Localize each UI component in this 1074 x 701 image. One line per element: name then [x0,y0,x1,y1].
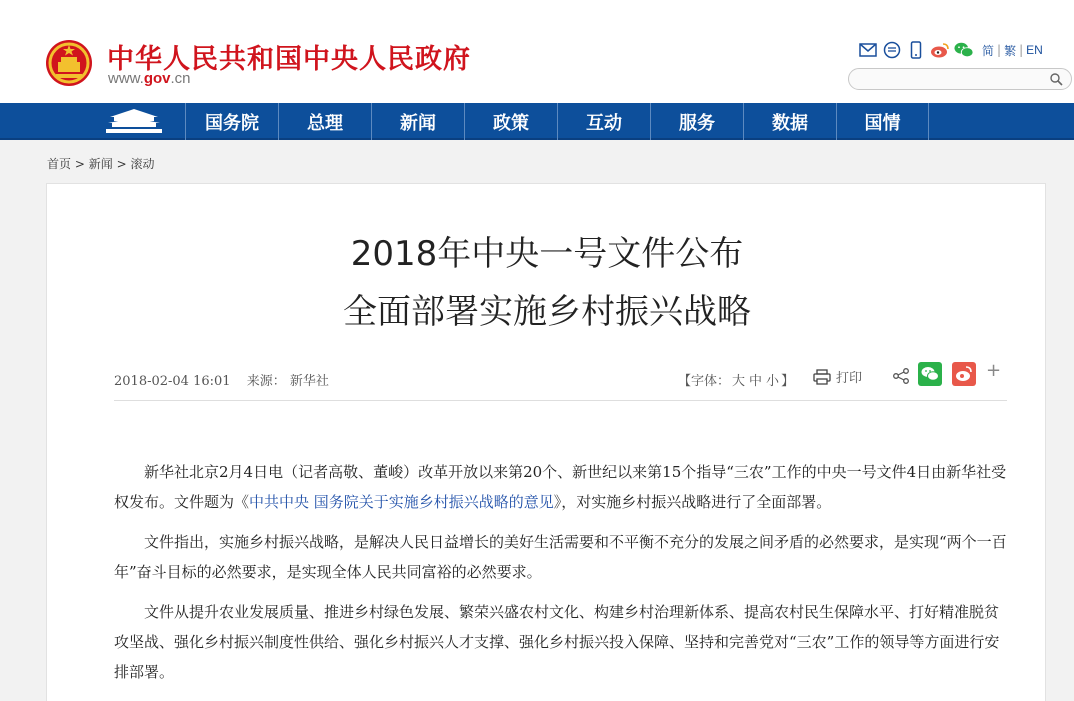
font-size-label: 【字体： [678,374,731,389]
article-meta [114,370,329,389]
article-title-line1: 2018年中央一号文件公布 [350,234,744,274]
article-paragraph: 文件指出，实施乡村振兴战略，是解决人民日益增长的美好生活需要和不平衡不充分的发展之间矛盾的必然要求，是实现“两个一百年”奋斗目标的必然要求，是实现全体人民共同富裕的必然要求。 [114,533,1007,581]
breadcrumb [47,155,154,172]
wechat-icon[interactable] [954,41,974,59]
nav-item-news[interactable]: 新闻 [371,103,464,140]
font-size-control [678,370,794,389]
tiananmen-icon[interactable] [104,107,164,135]
lang-divider: | [997,43,1002,57]
domain-suffix: .cn [170,70,191,87]
breadcrumb-separator: > [116,157,127,171]
article-body [114,457,1007,697]
article-paragraph [114,457,1007,517]
source-name: 新华社 [289,374,329,389]
breadcrumb-separator: > [74,157,85,171]
breadcrumb-rolling-link[interactable]: 滚动 [130,157,155,171]
lang-traditional-link[interactable]: 繁 [1004,43,1017,58]
search-box [848,68,1072,90]
domain-prefix: www. [108,70,144,87]
lang-simplified-link[interactable]: 简 [982,43,995,58]
share-icon[interactable] [892,367,910,385]
header-tools [858,40,1043,60]
nav-item-data[interactable]: 数据 [743,103,836,140]
article-panel [46,183,1046,701]
site-header [0,0,1074,103]
paragraph-text: 》，对实施乡村振兴战略进行了全面部署。 [553,493,832,511]
breadcrumb-news-link[interactable]: 新闻 [88,157,113,171]
document-title-link[interactable]: 中共中央 国务院关于实施乡村振兴战略的意见 [249,493,554,511]
share-weibo-button[interactable] [952,362,976,386]
article-paragraph: 文件从提升农业发展质量、推进乡村绿色发展、繁荣兴盛农村文化、构建乡村治理新体系、提高农村民生保障水平、打好精准脱贫攻坚战、强化乡村振兴制度性供给、强化乡村振兴人才支撑、强化乡村振兴投入保障、坚持和完善党对“三农”工作的领导等方面进行安排部署。 [114,603,1000,681]
meta-divider [114,400,1007,401]
emblem-icon[interactable] [44,38,94,88]
nav-item-premier[interactable]: 总理 [278,103,371,140]
nav-item-services[interactable]: 服务 [650,103,743,140]
font-size-end: 】 [781,374,795,389]
wechat-icon [918,362,942,386]
nav-item-interaction[interactable]: 互动 [557,103,650,140]
share-more-button[interactable]: + [986,360,1002,381]
lang-english-link[interactable]: EN [1026,43,1043,57]
nav-item-state-council[interactable]: 国务院 [185,103,278,140]
publish-datetime: 2018-02-04 16:01 [114,374,231,389]
message-icon[interactable] [882,41,902,59]
print-icon [813,369,831,385]
lang-divider: | [1019,43,1024,57]
source-label: 来源： [246,374,286,389]
mobile-icon[interactable] [906,41,926,59]
nav-items [185,103,929,140]
mail-icon[interactable] [858,41,878,59]
font-large-link[interactable]: 大 [732,374,746,389]
site-title[interactable]: 中华人民共和国中央人民政府 [107,44,471,75]
site-domain [108,70,191,87]
breadcrumb-home-link[interactable]: 首页 [47,157,72,171]
weibo-icon[interactable] [930,41,950,59]
print-label: 打印 [836,371,863,386]
font-small-link[interactable]: 小 [766,374,780,389]
domain-main: gov [143,70,171,87]
search-input[interactable] [859,70,1049,90]
font-medium-link[interactable]: 中 [749,374,763,389]
search-icon[interactable] [1049,72,1063,86]
print-button[interactable] [813,367,862,386]
nav-item-national-info[interactable]: 国情 [836,103,929,140]
paragraph-text: 新华社北京2月4日电（记者高敬、董峻）改革开放以来第20个、新世纪以来第15个指导“三农”工作的中央一号文件4日由新华社受权发布。文件题为《 [114,463,1007,511]
main-nav [0,103,1074,140]
article-title-line2: 全面部署实施乡村振兴战略 [343,292,751,332]
share-wechat-button[interactable] [918,362,942,386]
weibo-icon [952,362,976,386]
nav-item-policy[interactable]: 政策 [464,103,557,140]
